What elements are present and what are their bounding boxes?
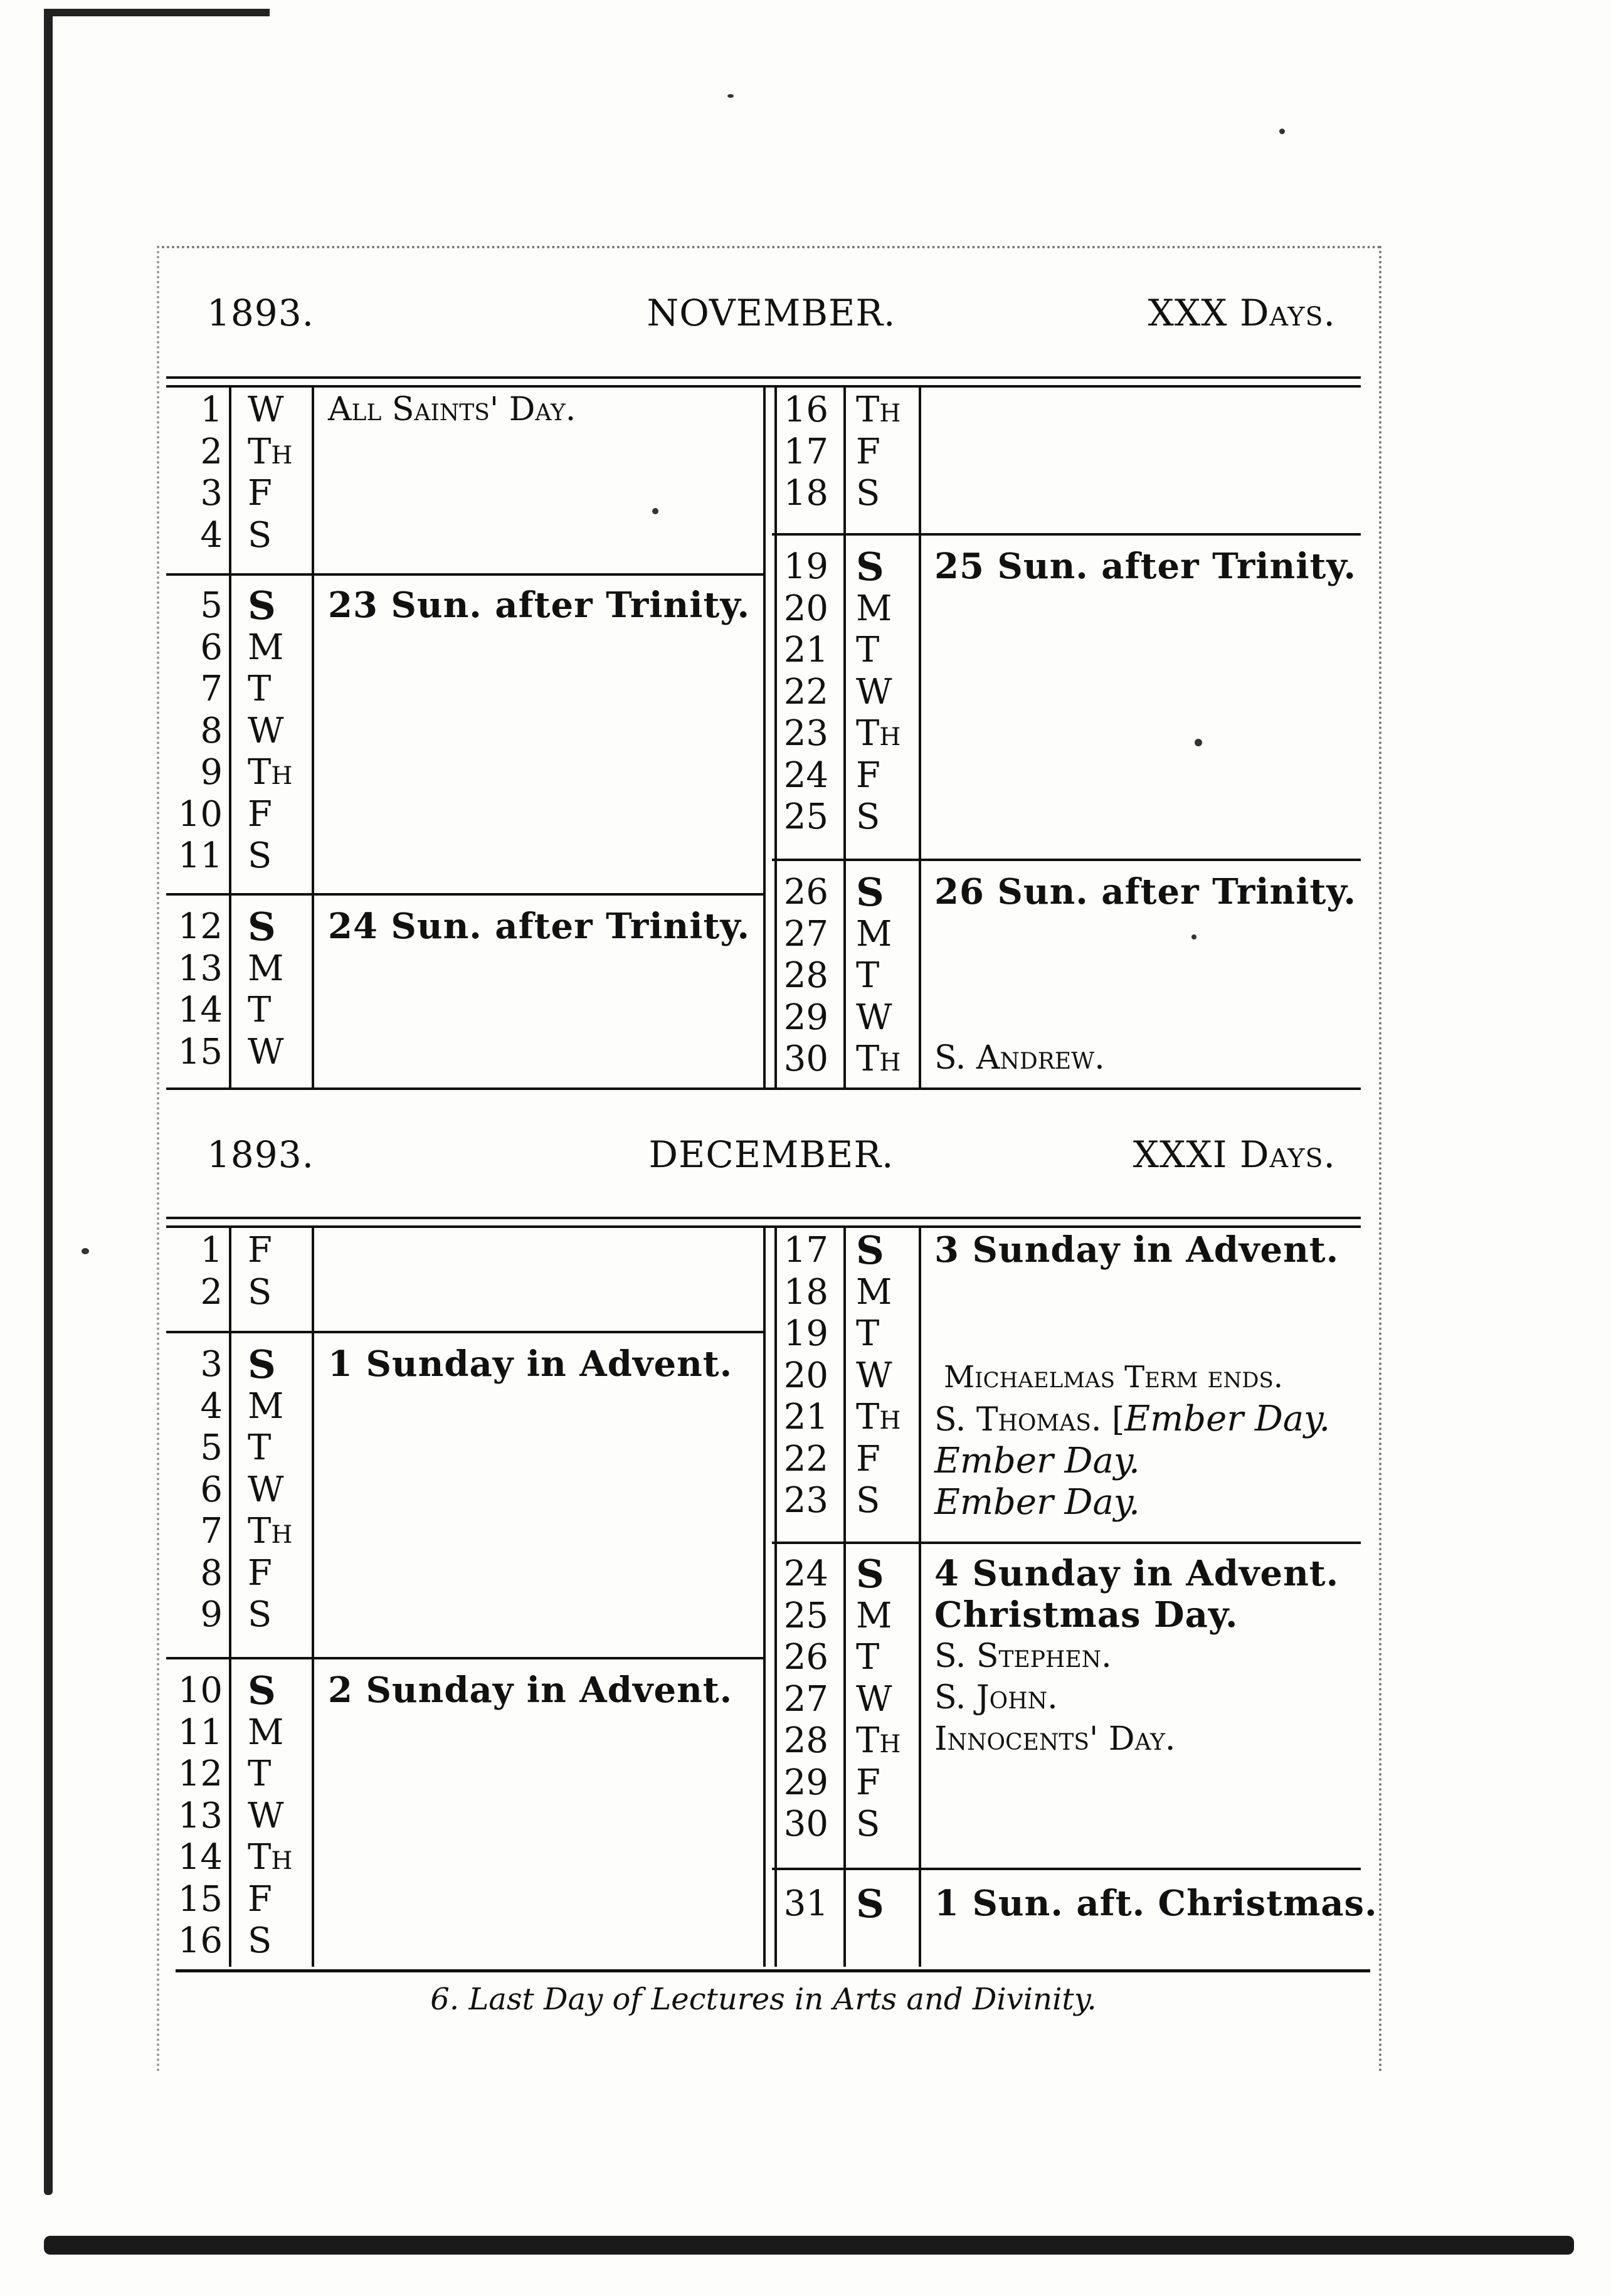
day-number: 3: [200, 473, 223, 514]
event-s-stephen: S. Stephen.: [934, 1637, 1112, 1675]
day-number: 8: [200, 1552, 223, 1594]
weekday: Th: [248, 1511, 293, 1552]
day-number: 26: [783, 1637, 828, 1678]
weekday: M: [856, 1271, 892, 1313]
day-number: 17: [783, 431, 828, 472]
day-number: 5: [200, 585, 223, 626]
day-number: 25: [783, 1595, 828, 1636]
weekday: S: [248, 1271, 272, 1313]
day-number: 19: [783, 546, 828, 587]
day-number: 6: [200, 1469, 223, 1510]
event-24-sun-after-trinity: 24 Sun. after Trinity.: [328, 906, 750, 947]
weekday: S: [248, 1668, 276, 1713]
december-grid: [166, 1227, 1378, 1967]
weekday: Th: [248, 431, 293, 472]
day-number: 11: [177, 1711, 223, 1753]
weekday: M: [248, 1711, 284, 1753]
day-number: 7: [200, 669, 223, 709]
day-number: 16: [783, 389, 828, 430]
december-year: 1893.: [207, 1133, 315, 1176]
grid-line: [312, 385, 314, 1087]
day-number: 19: [783, 1313, 828, 1354]
event-23-sun-after-trinity: 23 Sun. after Trinity.: [328, 585, 750, 626]
weekday: T: [248, 1427, 272, 1468]
grid-line: [843, 1227, 846, 1967]
event-1-sun-aft-christmas: 1 Sun. aft. Christmas.: [934, 1883, 1378, 1924]
scan-speck: [652, 508, 658, 514]
scan-speck: [1195, 739, 1202, 746]
day-number: 18: [783, 1271, 828, 1313]
weekday: T: [248, 990, 272, 1030]
weekday: S: [248, 904, 276, 950]
grid-line: [312, 1227, 314, 1967]
day-number: 14: [177, 1837, 223, 1878]
day-number: 31: [783, 1883, 828, 1924]
day-number: 7: [200, 1511, 223, 1552]
page-edge-bottom: [44, 2236, 1574, 2255]
weekday: W: [248, 1795, 284, 1836]
weekday: T: [856, 1313, 880, 1354]
december-title: DECEMBER.: [648, 1133, 894, 1176]
day-number: 27: [783, 1678, 828, 1720]
weekday: F: [248, 473, 272, 514]
weekday: F: [856, 1438, 880, 1479]
event-ember-day-21: Ember Day.: [1124, 1399, 1331, 1439]
weekday: T: [856, 955, 880, 996]
day-number: 8: [200, 710, 223, 751]
day-number: 10: [177, 1670, 223, 1711]
weekday: T: [856, 1637, 880, 1678]
day-number: 16: [177, 1920, 223, 1961]
day-number: 9: [200, 1594, 223, 1635]
scan-speck: [82, 1248, 89, 1254]
event-26-sun-after-trinity: 26 Sun. after Trinity.: [934, 871, 1356, 913]
day-number: 21: [783, 630, 828, 670]
event-25-sun-after-trinity: 25 Sun. after Trinity.: [934, 546, 1356, 587]
day-number: 30: [783, 1804, 828, 1844]
weekday: S: [856, 1881, 884, 1927]
weekday: Th: [248, 1837, 293, 1878]
day-number: 12: [177, 1754, 223, 1794]
week-separator: [166, 1657, 763, 1659]
weekday: F: [248, 1552, 272, 1594]
day-number: 6: [200, 627, 223, 668]
day-number: 24: [783, 1553, 828, 1594]
day-number: 21: [783, 1397, 828, 1437]
day-number: 15: [177, 1031, 223, 1072]
event-ember-day-23: Ember Day.: [934, 1482, 1140, 1523]
event-4-sunday-in-advent: 4 Sunday in Advent.: [934, 1553, 1339, 1594]
weekday: W: [856, 1355, 892, 1396]
weekday: S: [856, 1480, 880, 1521]
scan-speck: [1279, 129, 1285, 134]
footnote-rule: [176, 1969, 1370, 1972]
day-number: 29: [783, 997, 828, 1038]
event-s-andrew: S. Andrew.: [934, 1039, 1105, 1077]
day-number: 11: [177, 835, 223, 876]
weekday: T: [248, 1754, 272, 1794]
weekday: F: [856, 754, 880, 796]
weekday: M: [856, 913, 892, 955]
grid-line: [229, 1227, 231, 1967]
day-number: 22: [783, 671, 828, 712]
weekday: F: [248, 1878, 272, 1920]
weekday: S: [248, 514, 272, 556]
week-separator: [772, 1868, 1361, 1870]
november-day-count: XXX Days.: [1148, 292, 1336, 334]
weekday: W: [248, 389, 284, 430]
day-number: 20: [783, 1355, 828, 1396]
day-number: 12: [177, 906, 223, 947]
event-christmas-day: Christmas Day.: [934, 1594, 1239, 1636]
day-number: 26: [783, 872, 828, 913]
grid-line: [843, 385, 846, 1087]
event-s-thomas-label: S. Thomas. [: [934, 1401, 1125, 1439]
weekday: M: [248, 948, 284, 989]
event-s-john: S. John.: [934, 1679, 1058, 1717]
weekday: W: [856, 671, 892, 712]
day-number: 4: [200, 1385, 223, 1427]
event-all-saints: All Saints' Day.: [328, 391, 576, 428]
weekday: T: [248, 669, 272, 709]
event-2-sunday-in-advent: 2 Sunday in Advent.: [328, 1669, 733, 1711]
day-number: 25: [783, 796, 828, 837]
day-number: 27: [783, 913, 828, 955]
weekday: Th: [856, 1397, 901, 1437]
weekday: S: [248, 583, 276, 628]
day-number: 29: [783, 1762, 828, 1803]
weekday: F: [248, 1230, 272, 1271]
day-number: 23: [783, 713, 828, 754]
weekday: M: [856, 1595, 892, 1636]
day-number: 5: [200, 1427, 223, 1468]
day-number: 23: [783, 1480, 828, 1521]
day-number: 28: [783, 955, 828, 996]
day-number: 13: [177, 948, 223, 989]
weekday: F: [248, 793, 272, 835]
grid-line: [919, 385, 921, 1087]
event-michaelmas-term-ends: Michaelmas Term ends.: [944, 1360, 1283, 1395]
weekday: S: [856, 1804, 880, 1844]
day-number: 1: [200, 389, 223, 430]
november-title: NOVEMBER.: [647, 292, 896, 334]
day-number: 30: [783, 1039, 828, 1079]
week-separator: [166, 1331, 763, 1333]
day-number: 1: [200, 1230, 223, 1271]
event-innocents-day: Innocents' Day.: [934, 1720, 1176, 1758]
weekday: S: [856, 1551, 884, 1597]
day-number: 3: [200, 1344, 223, 1385]
day-number: 4: [200, 514, 223, 556]
day-number: 2: [200, 431, 223, 472]
weekday: S: [856, 473, 880, 514]
day-number: 13: [177, 1795, 223, 1836]
week-separator: [772, 533, 1361, 536]
weekday: S: [248, 1920, 272, 1961]
event-3-sunday-in-advent: 3 Sunday in Advent.: [934, 1229, 1339, 1271]
scan-speck: [727, 94, 734, 98]
weekday: Th: [856, 389, 901, 430]
week-separator: [166, 573, 763, 576]
week-separator: [772, 859, 1361, 861]
grid-line: [919, 1227, 921, 1967]
day-number: 17: [783, 1230, 828, 1271]
weekday: S: [856, 1227, 884, 1273]
weekday: F: [856, 431, 880, 472]
day-number: 22: [783, 1438, 828, 1479]
weekday: S: [856, 869, 884, 915]
event-1-sunday-in-advent: 1 Sunday in Advent.: [328, 1343, 733, 1385]
event-s-thomas: [934, 1398, 1330, 1441]
day-number: 18: [783, 473, 828, 514]
weekday: W: [856, 1678, 892, 1720]
scan-speck: [1191, 934, 1196, 939]
november-bottom-rule: [166, 1087, 1361, 1090]
weekday: Th: [856, 1720, 901, 1761]
event-ember-day-22: Ember Day.: [934, 1441, 1140, 1481]
weekday: M: [248, 627, 284, 668]
weekday: W: [248, 1031, 284, 1072]
weekday: S: [248, 1341, 276, 1387]
weekday: M: [856, 588, 892, 629]
weekday: S: [856, 796, 880, 837]
weekday: W: [248, 1469, 284, 1510]
day-number: 28: [783, 1720, 828, 1761]
day-number: 9: [200, 752, 223, 793]
footnote: 6. Last Day of Lectures in Arts and Divinity.: [430, 1982, 1097, 2017]
december-day-count: XXXI Days.: [1133, 1133, 1336, 1176]
day-number: 20: [783, 588, 828, 629]
weekday: F: [856, 1762, 880, 1803]
weekday: T: [856, 630, 880, 670]
weekday: S: [248, 1594, 272, 1635]
grid-line: [229, 385, 231, 1087]
november-header: [169, 266, 1373, 360]
weekday: Th: [248, 752, 293, 793]
weekday: S: [248, 835, 272, 876]
december-header: [169, 1108, 1373, 1202]
weekday: S: [856, 544, 884, 590]
weekday: W: [856, 997, 892, 1038]
day-number: 2: [200, 1271, 223, 1313]
week-separator: [772, 1542, 1361, 1544]
weekday: M: [248, 1385, 284, 1427]
november-year: 1893.: [207, 292, 315, 334]
weekday: Th: [856, 713, 901, 754]
weekday: W: [248, 710, 284, 751]
november-grid: [166, 385, 1361, 1087]
day-number: 14: [177, 990, 223, 1030]
day-number: 15: [177, 1878, 223, 1920]
day-number: 10: [177, 793, 223, 835]
page-edge-top: [44, 9, 270, 16]
weekday: Th: [856, 1039, 901, 1079]
page-binding-edge: [44, 13, 53, 2195]
day-number: 24: [783, 754, 828, 796]
week-separator: [166, 893, 763, 896]
